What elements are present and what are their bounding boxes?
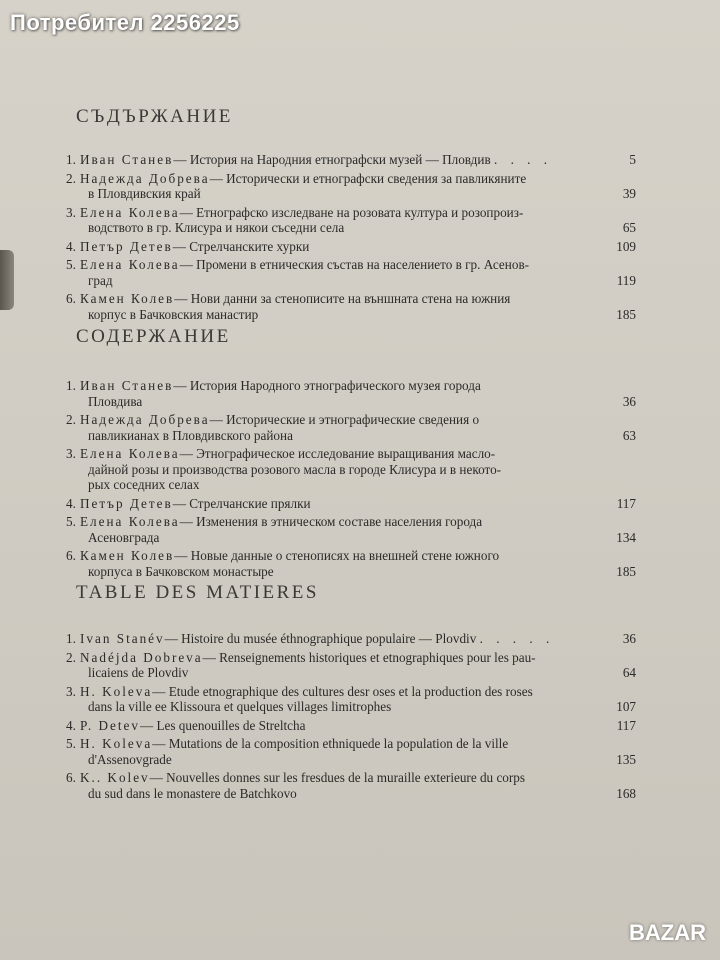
page-number: 107 [616, 699, 636, 714]
entry-author: Иван Станев [80, 378, 174, 393]
page-number: 117 [616, 717, 636, 733]
toc-entry [66, 171, 636, 202]
entry-first-line [66, 239, 636, 255]
entry-number: 2. [66, 412, 76, 427]
toc-entry [66, 548, 636, 579]
entry-title: — Промени в етническия състав на населението в гр. Асенов- [179, 257, 530, 272]
page-number: 119 [616, 272, 636, 288]
entry-title: — Les quenouilles de Streltcha [139, 717, 306, 733]
entry-continuation: корпуса в Бачковском монастыре [88, 563, 274, 579]
entry-number: 5. [66, 257, 76, 272]
toc-entry [66, 412, 636, 443]
entry-title: — История на Народния етнографски музей — Пловдив [173, 152, 491, 167]
toc-entry [66, 239, 636, 255]
entry-title: — Новые данные о стенописях на внешней стене южного [174, 548, 500, 563]
toc-entry [66, 684, 636, 715]
entry-title: — Histoire du musée éthnographique populaire — Plovdiv [164, 631, 477, 646]
entry-continuation: d'Assenovgrade [88, 751, 172, 767]
entry-number: 6. [66, 548, 76, 563]
page-number: 63 [622, 427, 636, 443]
entry-number: 4. [66, 717, 76, 733]
entry-continuation: в Пловдивския край [88, 186, 201, 201]
section-title-bg: СЪДЪРЖАНИЕ [76, 106, 233, 127]
entry-title: — Исторические и этнографические сведения о [209, 412, 480, 427]
entry-title: — Renseignements historiques et etnographiques pour les pau- [202, 649, 536, 665]
toc-entry [66, 446, 636, 493]
entry-author: P. Detev [80, 717, 140, 733]
leader-dots: . . . . . [479, 631, 555, 646]
page-number: 185 [616, 306, 636, 322]
entry-number: 5. [66, 514, 76, 529]
page-number: 185 [616, 563, 636, 579]
entry-continuation: водството в гр. Клисура и някои съседни села [88, 220, 345, 235]
entry-first-line [66, 171, 636, 187]
entry-author: Иван Станев [80, 152, 174, 167]
page-number: 109 [616, 238, 636, 254]
entry-first-line [66, 736, 636, 752]
entry-title: — Этнографическое исследование выращивания масло- [179, 446, 496, 461]
toc-entry [66, 152, 636, 168]
entry-title: — Етнографско изследване на розовата култура и розопроиз- [179, 204, 524, 220]
page-number: 64 [622, 665, 636, 680]
entry-first-line [66, 205, 636, 221]
entry-first-line [66, 631, 636, 647]
entry-title: — Исторически и етнографски сведения за павликяните [209, 170, 527, 186]
entry-continuation: град [88, 272, 113, 288]
section-title-ru: СОДЕРЖАНИЕ [76, 326, 231, 347]
entry-author: K.. Kolev [80, 770, 150, 785]
toc-bg [66, 152, 636, 325]
entry-number: 4. [66, 495, 76, 511]
entry-author: Камен Колев [80, 291, 175, 306]
entry-number: 3. [66, 446, 76, 461]
entry-continuation: дайной розы и производства розового масла в городе Клисура и в некото- [88, 461, 502, 477]
entry-author: H. Koleva [80, 683, 153, 699]
user-watermark: Потребител 2256225 [10, 10, 240, 35]
entry-number: 6. [66, 291, 76, 306]
page-number: 168 [616, 785, 636, 801]
entry-author: Елена Колева [80, 257, 180, 272]
entry-author: Петър Детев [80, 238, 173, 254]
section-title-fr: TABLE DES MATIERES [76, 582, 319, 603]
entry-author: H. Koleva [80, 736, 153, 751]
entry-first-line [66, 291, 636, 307]
entry-first-line [66, 684, 636, 700]
toc-entry [66, 736, 636, 767]
entry-number: 6. [66, 770, 76, 785]
toc-ru [66, 378, 636, 582]
entry-title: — Etude etnographique des cultures desr oses et la production des roses [152, 683, 533, 699]
entry-first-line [66, 718, 636, 734]
entry-continuation: licaiens de Plovdiv [88, 665, 189, 680]
entry-author: Елена Колева [80, 514, 180, 529]
entry-number: 1. [66, 631, 76, 646]
entry-number: 4. [66, 238, 76, 254]
entry-first-line [66, 257, 636, 273]
entry-continuation: павликианах в Пловдивского района [88, 427, 293, 443]
entry-number: 1. [66, 152, 76, 167]
entry-number: 1. [66, 378, 76, 393]
page-number: 36 [622, 631, 636, 646]
entry-continuation: рых соседних селах [88, 477, 200, 492]
entry-title: — Нови данни за стенописите на външната стена на южния [174, 291, 511, 306]
toc-entry [66, 291, 636, 322]
page-number: 5 [629, 152, 636, 167]
entry-title: — Стрелчанските хурки [172, 238, 310, 254]
binding-staple [0, 250, 14, 310]
toc-entry [66, 514, 636, 545]
entry-author: Надежда Добрева [80, 412, 210, 427]
toc-entry [66, 378, 636, 409]
entry-continuation: Асеновграда [88, 529, 160, 545]
entry-number: 3. [66, 683, 76, 699]
toc-entry [66, 631, 636, 647]
toc-entry [66, 650, 636, 681]
page-number: 135 [616, 751, 636, 767]
entry-author: Ivan Stanév [80, 631, 165, 646]
entry-continuation: dans la ville ee Klissoura et quelques villages limitrophes [88, 699, 392, 714]
page-number: 65 [622, 220, 636, 235]
toc-fr [66, 631, 636, 804]
entry-first-line [66, 548, 636, 564]
entry-continuation: Пловдива [88, 393, 143, 409]
entry-title: — История Народного этнографического музея города [173, 378, 481, 393]
entry-continuation: du sud dans le monastere de Batchkovo [88, 785, 297, 801]
page-number: 39 [622, 186, 636, 201]
entry-author: Надежда Добрева [80, 170, 210, 186]
entry-number: 2. [66, 649, 76, 665]
entry-author: Nadéjda Dobreva [80, 649, 203, 665]
entry-author: Елена Колева [80, 446, 180, 461]
entry-first-line [66, 514, 636, 530]
page-number: 117 [616, 495, 636, 511]
entry-author: Камен Колев [80, 548, 175, 563]
leader-dots: . . . . [493, 152, 553, 167]
entry-first-line [66, 496, 636, 512]
toc-entry [66, 205, 636, 236]
entry-author: Петър Детев [80, 495, 173, 511]
entry-first-line [66, 650, 636, 666]
page-number: 36 [622, 393, 636, 409]
page-number: 134 [616, 529, 636, 545]
entry-continuation: корпус в Бачковския манастир [88, 306, 259, 322]
entry-first-line [66, 412, 636, 428]
entry-number: 3. [66, 204, 76, 220]
entry-number: 2. [66, 170, 76, 186]
toc-entry [66, 718, 636, 734]
bazar-logo: BAZAR [629, 920, 706, 945]
entry-title: — Изменения в этническом составе населения города [179, 514, 483, 529]
entry-title: — Mutations de la composition ethniquede la population de la ville [152, 736, 509, 751]
toc-entry [66, 496, 636, 512]
toc-entry [66, 257, 636, 288]
entry-first-line [66, 446, 636, 462]
entry-first-line [66, 152, 636, 168]
entry-title: — Nouvelles donnes sur les fresdues de la muraille exterieure du corps [149, 770, 526, 785]
entry-author: Елена Колева [80, 204, 180, 220]
entry-first-line [66, 770, 636, 786]
toc-entry [66, 770, 636, 801]
entry-number: 5. [66, 736, 76, 751]
entry-title: — Стрелчанские прялки [172, 495, 311, 511]
entry-first-line [66, 378, 636, 394]
